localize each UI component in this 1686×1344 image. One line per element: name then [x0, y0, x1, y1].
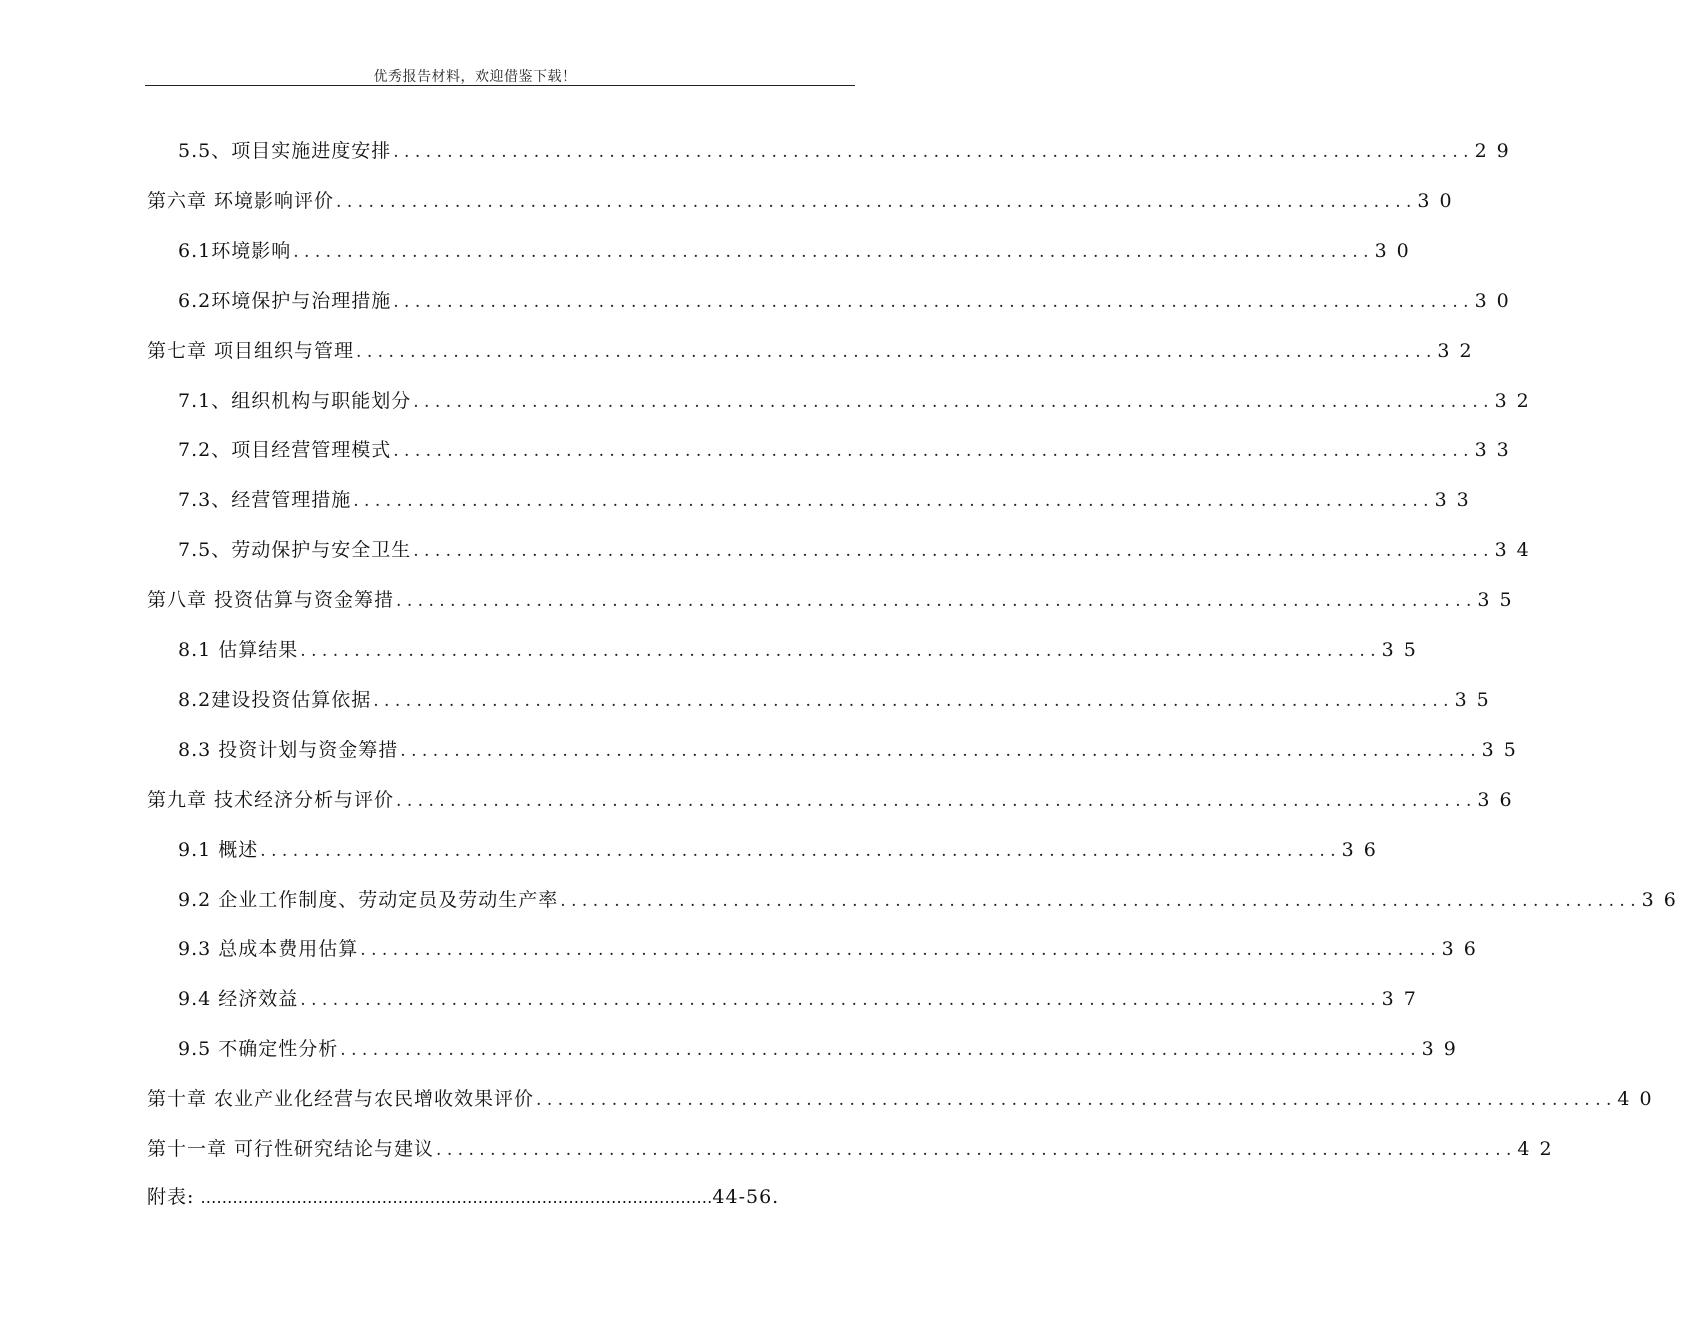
toc-section-entry[interactable] — [178, 286, 1519, 316]
toc-entry-title: 第八章 投资估算与资金筹措 — [147, 589, 395, 611]
toc-entry-title: 8.3 投资计划与资金筹措 — [178, 739, 399, 761]
page-header: 优秀报告材料，欢迎借鉴下载！ — [373, 69, 577, 85]
toc-page-number: 35 — [1481, 739, 1526, 761]
toc-entry-title: 第七章 项目组织与管理 — [147, 340, 355, 362]
toc-entry-title: 第九章 技术经济分析与评价 — [147, 789, 395, 811]
toc-entry-title: 6.1环境影响 — [178, 240, 292, 262]
appendix-pages: 44-56. — [712, 1186, 780, 1208]
toc-dot-leader — [356, 337, 1431, 367]
toc-page-number: 36 — [1641, 889, 1686, 911]
toc-page-number: 42 — [1517, 1138, 1562, 1160]
toc-section-entry[interactable] — [178, 635, 1426, 665]
toc-dot-leader — [353, 486, 1428, 516]
header-divider — [145, 85, 855, 86]
toc-page-number: 36 — [1341, 839, 1386, 861]
appendix-entry[interactable] — [147, 1182, 779, 1212]
toc-dot-leader — [396, 786, 1471, 816]
toc-section-entry[interactable] — [178, 934, 1486, 964]
toc-entry-title: 6.2环境保护与治理措施 — [178, 290, 392, 312]
toc-page-number: 30 — [1474, 290, 1519, 312]
appendix-leader: …………………………………………………………………………………… — [200, 1188, 713, 1207]
toc-dot-leader — [340, 1035, 1415, 1065]
toc-dot-leader — [396, 586, 1471, 616]
toc-entry-title: 第十一章 可行性研究结论与建议 — [147, 1138, 435, 1160]
toc-section-entry[interactable] — [178, 735, 1526, 765]
toc-page-number: 33 — [1434, 489, 1479, 511]
toc-dot-leader — [560, 886, 1635, 916]
toc-dot-leader — [393, 137, 1468, 167]
toc-page-number: 36 — [1441, 938, 1486, 960]
toc-entry-title: 5.5、项目实施进度安排 — [178, 140, 392, 162]
toc-dot-leader — [260, 836, 1335, 866]
toc-dot-leader — [413, 536, 1488, 566]
toc-page-number: 34 — [1494, 539, 1539, 561]
toc-page-number: 39 — [1421, 1038, 1466, 1060]
toc-page-number: 32 — [1437, 340, 1482, 362]
toc-entry-title: 9.3 总成本费用估算 — [178, 938, 359, 960]
toc-dot-leader — [300, 636, 1375, 666]
toc-dot-leader — [413, 387, 1488, 417]
toc-page-number: 33 — [1474, 439, 1519, 461]
toc-page-number: 29 — [1474, 140, 1519, 162]
toc-page-number: 30 — [1417, 190, 1462, 212]
toc-section-entry[interactable] — [178, 835, 1386, 865]
toc-page-number: 40 — [1617, 1088, 1662, 1110]
toc-section-entry[interactable] — [178, 535, 1539, 565]
toc-chapter-entry[interactable] — [147, 186, 1462, 216]
toc-entry-title: 9.5 不确定性分析 — [178, 1038, 339, 1060]
toc-page-number: 35 — [1381, 639, 1426, 661]
toc-section-entry[interactable] — [178, 885, 1686, 915]
toc-section-entry[interactable] — [178, 236, 1419, 266]
toc-entry-title: 9.1 概述 — [178, 839, 259, 861]
toc-chapter-entry[interactable] — [147, 336, 1482, 366]
toc-page-number: 36 — [1477, 789, 1522, 811]
toc-dot-leader — [400, 736, 1475, 766]
toc-dot-leader — [360, 935, 1435, 965]
toc-dot-leader — [373, 686, 1448, 716]
toc-page-number: 35 — [1477, 589, 1522, 611]
toc-entry-title: 7.5、劳动保护与安全卫生 — [178, 539, 412, 561]
toc-section-entry[interactable] — [178, 386, 1539, 416]
toc-entry-title: 9.2 企业工作制度、劳动定员及劳动生产率 — [178, 889, 559, 911]
toc-section-entry[interactable] — [178, 136, 1519, 166]
toc-dot-leader — [436, 1135, 1511, 1165]
toc-entry-title: 第六章 环境影响评价 — [147, 190, 335, 212]
toc-section-entry[interactable] — [178, 685, 1499, 715]
toc-chapter-entry[interactable] — [147, 1134, 1562, 1164]
toc-chapter-entry[interactable] — [147, 1084, 1662, 1114]
toc-dot-leader — [293, 237, 1368, 267]
toc-section-entry[interactable] — [178, 435, 1519, 465]
toc-chapter-entry[interactable] — [147, 585, 1522, 615]
toc-page-number: 35 — [1454, 689, 1499, 711]
toc-section-entry[interactable] — [178, 485, 1479, 515]
toc-dot-leader — [536, 1085, 1611, 1115]
toc-page-number: 32 — [1494, 390, 1539, 412]
toc-entry-title: 7.3、经营管理措施 — [178, 489, 352, 511]
toc-entry-title: 7.2、项目经营管理模式 — [178, 439, 392, 461]
toc-entry-title: 9.4 经济效益 — [178, 988, 299, 1010]
toc-entry-title: 8.1 估算结果 — [178, 639, 299, 661]
toc-section-entry[interactable] — [178, 1034, 1466, 1064]
appendix-label: 附表: — [147, 1186, 195, 1208]
toc-entry-title: 第十章 农业产业化经营与农民增收效果评价 — [147, 1088, 535, 1110]
toc-section-entry[interactable] — [178, 984, 1426, 1014]
toc-entry-title: 8.2建设投资估算依据 — [178, 689, 372, 711]
toc-entry-title: 7.1、组织机构与职能划分 — [178, 390, 412, 412]
toc-page-number: 37 — [1381, 988, 1426, 1010]
toc-dot-leader — [300, 985, 1375, 1015]
toc-dot-leader — [336, 187, 1411, 217]
toc-page-number: 30 — [1374, 240, 1419, 262]
toc-dot-leader — [393, 436, 1468, 466]
toc-dot-leader — [393, 287, 1468, 317]
toc-chapter-entry[interactable] — [147, 785, 1522, 815]
